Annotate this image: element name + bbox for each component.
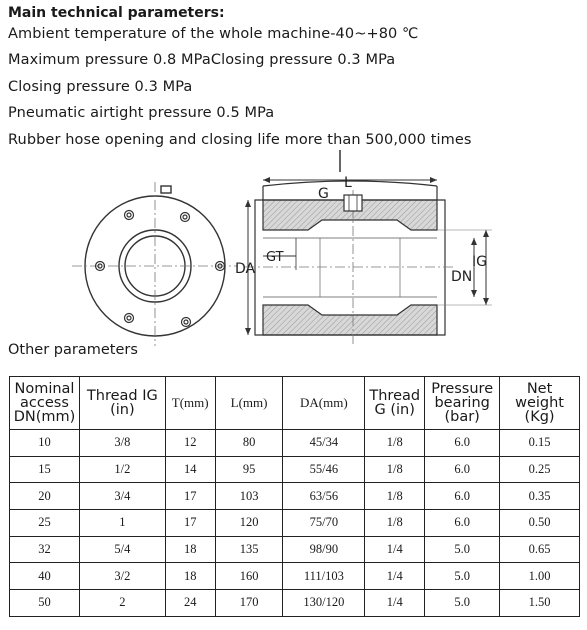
table-row: [10, 590, 580, 617]
dim-label-gt: GT: [266, 250, 284, 265]
param-closing-pressure: Closing pressure 0.3 MPa: [8, 79, 193, 95]
cell-l: 103: [215, 483, 283, 510]
table-header-row: [10, 377, 580, 430]
cell-thread-g: 1/4: [365, 563, 425, 590]
cell-da: 111/103: [283, 563, 365, 590]
header-nominal-access: Nominal access DN(mm): [10, 377, 80, 430]
header-t: T(mm): [165, 377, 215, 430]
cell-weight: 0.25: [500, 456, 580, 483]
cell-pressure: 6.0: [425, 430, 500, 457]
cell-l: 80: [215, 430, 283, 457]
cell-t: 12: [165, 430, 215, 457]
cell-pressure: 6.0: [425, 510, 500, 537]
cell-da: 75/70: [283, 510, 365, 537]
param-temperature: Ambient temperature of the whole machine-40~+80 ℃: [8, 26, 419, 42]
cell-da: 98/90: [283, 536, 365, 563]
side-section-view: [235, 150, 492, 345]
cell-dn: 15: [10, 456, 80, 483]
cell-thread-ig: 1/2: [79, 456, 165, 483]
cell-thread-g: 1/8: [365, 483, 425, 510]
header-pressure-bearing: Pressure bearing (bar): [425, 377, 500, 430]
cell-thread-ig: 2: [79, 590, 165, 617]
cell-weight: 0.35: [500, 483, 580, 510]
cell-thread-g: 1/8: [365, 456, 425, 483]
header-thread-g: Thread G (in): [365, 377, 425, 430]
cell-thread-ig: 5/4: [79, 536, 165, 563]
table-row: [10, 536, 580, 563]
cell-da: 130/120: [283, 590, 365, 617]
cell-da: 55/46: [283, 456, 365, 483]
cell-thread-g: 1/8: [365, 430, 425, 457]
cell-pressure: 6.0: [425, 456, 500, 483]
parameters-table: [9, 376, 580, 617]
cell-t: 24: [165, 590, 215, 617]
cell-l: 170: [215, 590, 283, 617]
table-row: [10, 430, 580, 457]
dim-label-g: G: [318, 186, 329, 202]
cell-thread-ig: 3/2: [79, 563, 165, 590]
dim-label-l: L: [344, 175, 352, 191]
cell-weight: 0.15: [500, 430, 580, 457]
other-parameters-title: Other parameters: [8, 342, 138, 358]
cell-weight: 0.50: [500, 510, 580, 537]
cell-weight: 0.65: [500, 536, 580, 563]
cell-da: 45/34: [283, 430, 365, 457]
cell-thread-ig: 1: [79, 510, 165, 537]
cell-pressure: 6.0: [425, 483, 500, 510]
cell-l: 120: [215, 510, 283, 537]
cell-weight: 1.50: [500, 590, 580, 617]
cell-dn: 40: [10, 563, 80, 590]
header-net-weight: Net weight (Kg): [500, 377, 580, 430]
dim-label-dn: DN: [451, 269, 473, 285]
cell-t: 17: [165, 510, 215, 537]
cell-thread-ig: 3/4: [79, 483, 165, 510]
section-heading: Main technical parameters:: [8, 5, 225, 21]
cell-l: 160: [215, 563, 283, 590]
dim-label-ig: IG: [472, 254, 487, 270]
cell-thread-g: 1/4: [365, 536, 425, 563]
table-row: [10, 483, 580, 510]
cell-thread-g: 1/8: [365, 510, 425, 537]
cell-l: 95: [215, 456, 283, 483]
param-airtight-pressure: Pneumatic airtight pressure 0.5 MPa: [8, 105, 275, 121]
cell-t: 18: [165, 536, 215, 563]
cell-weight: 1.00: [500, 563, 580, 590]
valve-technical-drawing: [0, 150, 587, 346]
table-row: [10, 510, 580, 537]
cell-dn: 10: [10, 430, 80, 457]
front-view-flange: [72, 182, 238, 346]
param-max-pressure: Maximum pressure 0.8 MPaClosing pressure 0.3 MPa: [8, 52, 396, 68]
table-row: [10, 563, 580, 590]
cell-t: 18: [165, 563, 215, 590]
cell-dn: 20: [10, 483, 80, 510]
cell-dn: 25: [10, 510, 80, 537]
dim-label-da: DA: [235, 261, 256, 277]
cell-t: 14: [165, 456, 215, 483]
header-thread-ig: Thread IG (in): [79, 377, 165, 430]
cell-pressure: 5.0: [425, 536, 500, 563]
cell-thread-ig: 3/8: [79, 430, 165, 457]
cell-pressure: 5.0: [425, 590, 500, 617]
cell-da: 63/56: [283, 483, 365, 510]
header-da: DA(mm): [283, 377, 365, 430]
table-row: [10, 456, 580, 483]
cell-dn: 32: [10, 536, 80, 563]
cell-dn: 50: [10, 590, 80, 617]
param-hose-life: Rubber hose opening and closing life more than 500,000 times: [8, 132, 472, 148]
cell-thread-g: 1/4: [365, 590, 425, 617]
cell-pressure: 5.0: [425, 563, 500, 590]
cell-l: 135: [215, 536, 283, 563]
header-l: L(mm): [215, 377, 283, 430]
cell-t: 17: [165, 483, 215, 510]
